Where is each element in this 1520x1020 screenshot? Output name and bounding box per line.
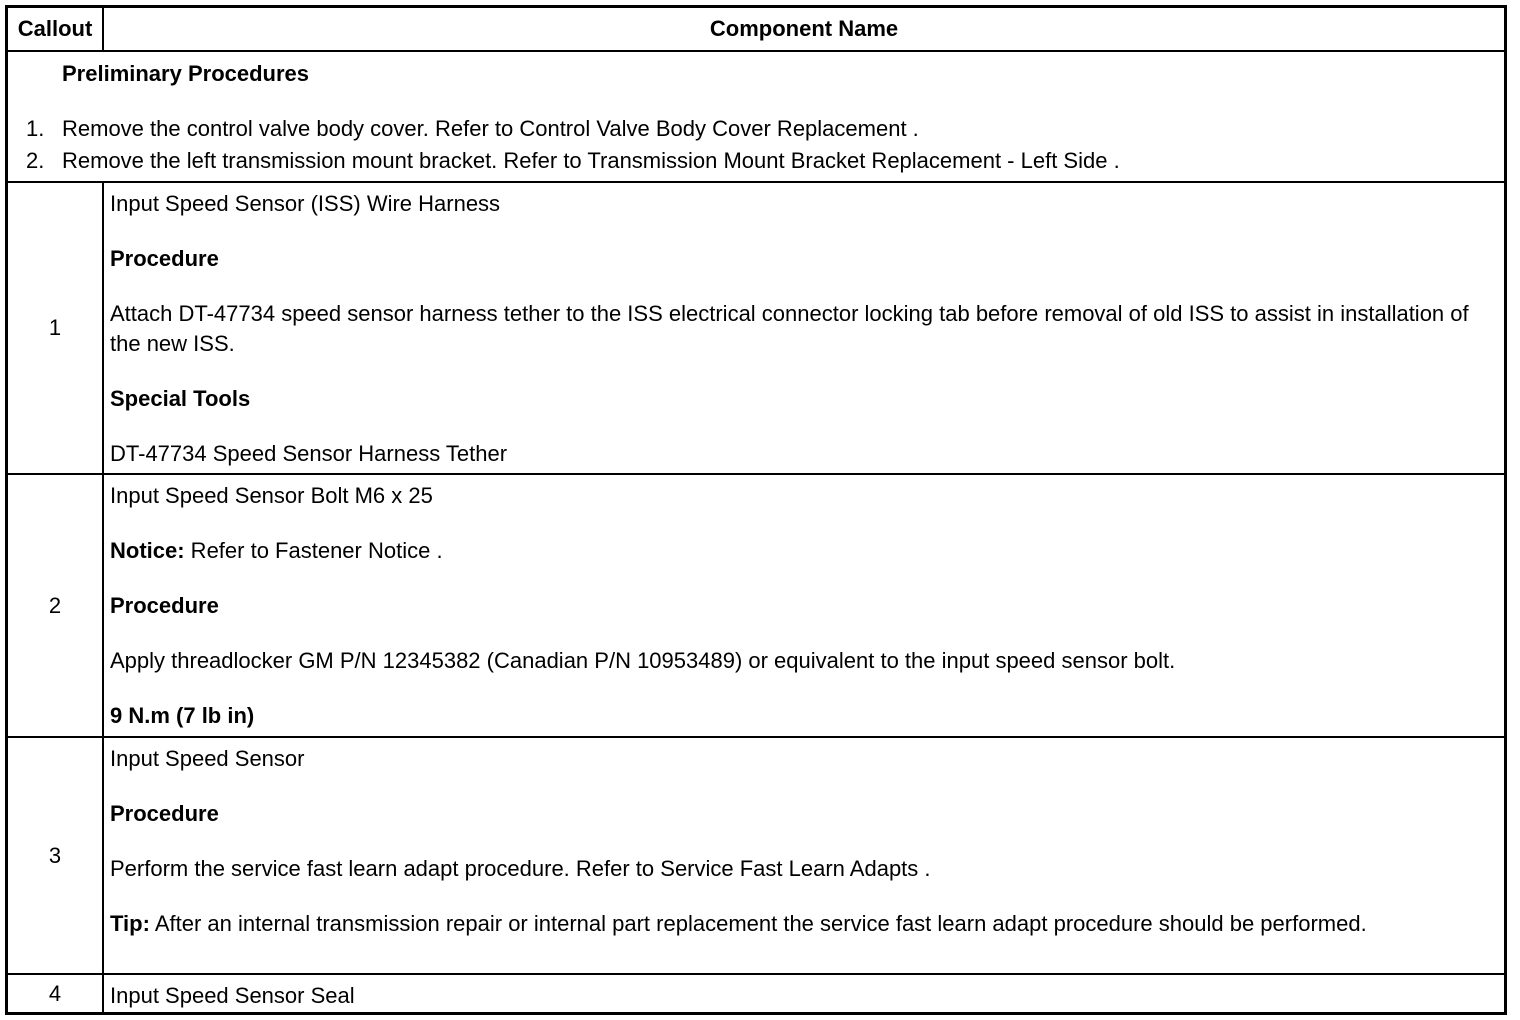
- component-cell: [104, 183, 1504, 473]
- tip-label: Tip:: [110, 911, 150, 936]
- preliminary-step: [26, 116, 919, 142]
- torque-spec: 9 N.m (7 lb in): [110, 703, 255, 728]
- notice-line: [110, 536, 1500, 566]
- tip-text: After an internal transmission repair or internal part replacement the service fast learn adapt procedure should be performed.: [149, 911, 1367, 936]
- table-header: [8, 8, 1504, 50]
- procedure-label: Procedure: [110, 593, 219, 618]
- callout-number: 2: [48, 592, 62, 618]
- callout-header-cell: [8, 8, 104, 50]
- component-name: Input Speed Sensor Seal: [110, 983, 355, 1008]
- callout-cell: [8, 183, 104, 473]
- notice-text: Refer to Fastener Notice .: [184, 538, 443, 563]
- step-number: 2.: [26, 148, 45, 173]
- callout-cell: [8, 475, 104, 736]
- component-name: Input Speed Sensor (ISS) Wire Harness: [110, 191, 501, 216]
- preliminary-procedures: [8, 50, 1504, 181]
- procedure-label: Procedure: [110, 801, 219, 826]
- step-text: Remove the control valve body cover. Refer to Control Valve Body Cover Replacement .: [62, 116, 919, 141]
- step-number: 1.: [26, 116, 45, 141]
- component-name-header: Component Name: [709, 16, 899, 41]
- procedure-text: Attach DT-47734 speed sensor harness tether to the ISS electrical connector locking tab before removal of old ISS to assist in installation of the new ISS.: [110, 301, 1469, 356]
- preliminary-step: [26, 148, 1120, 174]
- procedure-label: Procedure: [110, 246, 219, 271]
- procedure-table: [5, 5, 1507, 1015]
- table-row: [8, 181, 1504, 473]
- component-name: Input Speed Sensor Bolt M6 x 25: [110, 483, 433, 508]
- tip-line: [110, 909, 1500, 939]
- callout-cell: [8, 975, 104, 1012]
- table-row: [8, 736, 1504, 973]
- step-text: Remove the left transmission mount bracket. Refer to Transmission Mount Bracket Replacement - Left Side .: [62, 148, 1120, 173]
- component-header-cell: [104, 8, 1504, 50]
- callout-number: 4: [48, 980, 62, 1006]
- table-row: [8, 473, 1504, 736]
- preliminary-title: Preliminary Procedures: [62, 61, 310, 86]
- callout-number: 3: [48, 842, 62, 868]
- callout-cell: [8, 738, 104, 973]
- special-tools-label: Special Tools: [110, 386, 251, 411]
- callout-number: 1: [48, 315, 62, 340]
- component-name: Input Speed Sensor: [110, 746, 305, 771]
- component-cell: [104, 475, 1504, 736]
- table-row: [8, 973, 1504, 1012]
- component-cell: [104, 975, 1504, 1012]
- procedure-text: Perform the service fast learn adapt procedure. Refer to Service Fast Learn Adapts .: [110, 856, 931, 881]
- component-cell: [104, 738, 1504, 973]
- special-tools-text: DT-47734 Speed Sensor Harness Tether: [110, 441, 508, 466]
- callout-header: Callout: [17, 16, 93, 41]
- procedure-text: Apply threadlocker GM P/N 12345382 (Canadian P/N 10953489) or equivalent to the input speed sensor bolt.: [110, 648, 1176, 673]
- notice-label: Notice:: [110, 538, 185, 563]
